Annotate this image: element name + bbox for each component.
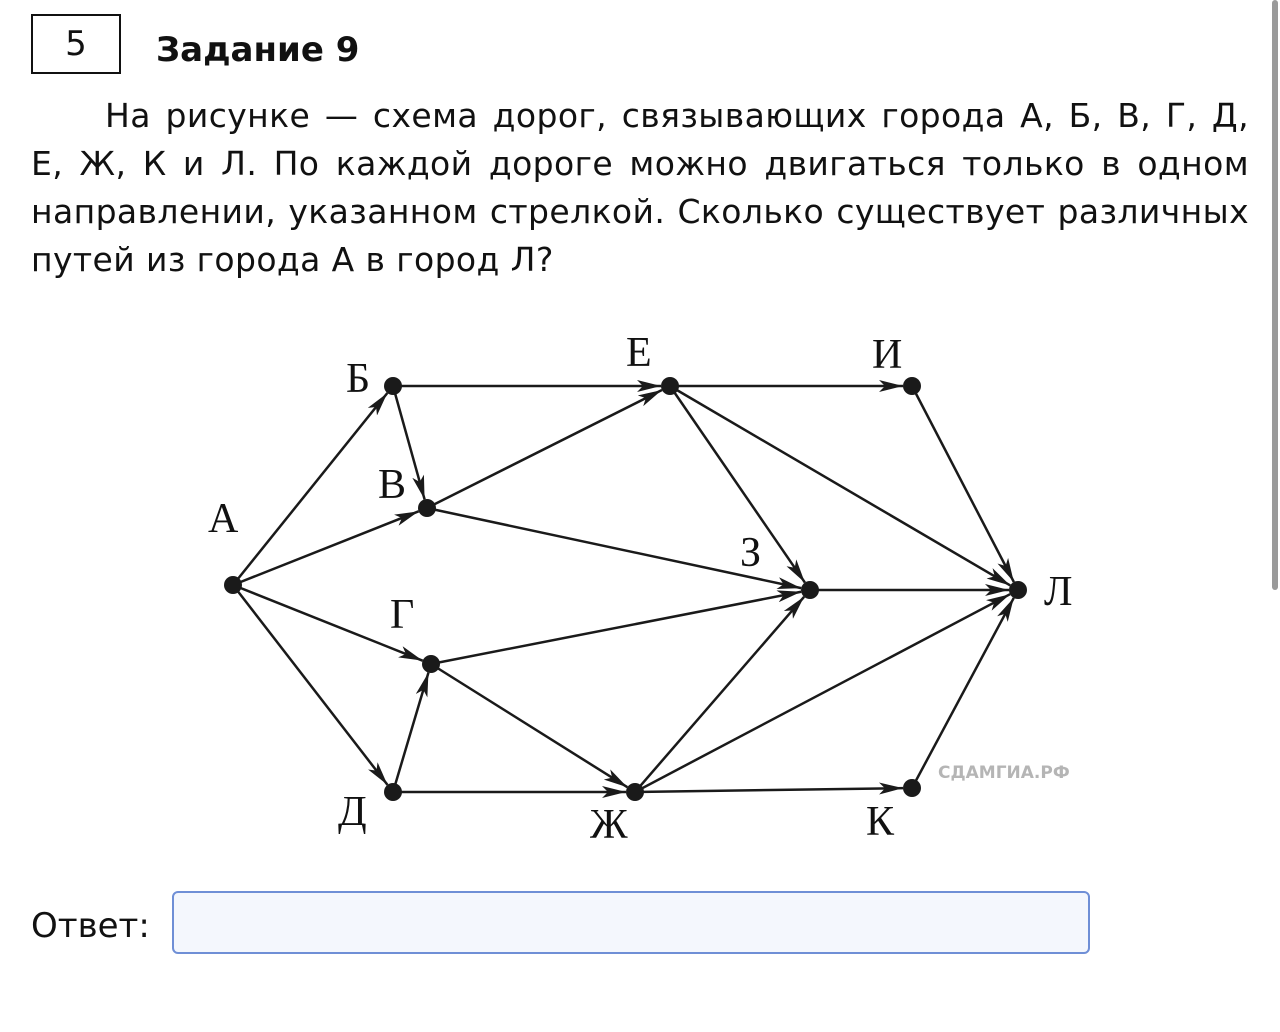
task-number-box [31,14,121,74]
city-node-i [903,377,921,395]
road-G-Zh [431,664,627,787]
road-V-E [427,390,662,508]
city-label-b: Б [346,356,371,402]
city-label-l: Л [1044,569,1073,615]
city-node-z [801,581,819,599]
road-E-L [670,386,1010,585]
city-node-v [418,499,436,517]
road-Zh-Z [635,597,804,792]
city-node-g [422,655,440,673]
road-Zh-K [635,788,903,792]
city-node-a [224,576,242,594]
city-label-z: З [740,530,762,576]
road-K-L [912,598,1014,788]
city-node-e [661,377,679,395]
city-node-zh [626,783,644,801]
diagram-watermark: СДАМГИА.РФ [938,763,1070,783]
city-label-v: В [378,462,407,508]
answer-label: Ответ: [31,906,150,946]
road-diagram [150,310,1110,870]
city-node-k [903,779,921,797]
city-label-e: Е [626,330,652,376]
road-A-V [233,511,419,585]
city-node-b [384,377,402,395]
city-label-d: Д [338,789,367,835]
road-D-G [393,673,428,792]
task-text: На рисунке — схема дорог, связывающих города А, Б, В, Г, Д, Е, Ж, К и Л. По каждой дороге можно двигаться только в одном направлении, указанном стрелкой. Сколько существует различных путей из города А в город Л? [31,96,1249,279]
city-node-d [384,783,402,801]
city-label-k: К [866,799,895,845]
task-title: Задание 9 [156,30,360,70]
road-A-B [233,393,387,585]
task-number: 5 [65,24,87,64]
road-I-L [912,386,1014,582]
scrollbar[interactable] [1272,0,1278,590]
road-G-Z [431,592,801,664]
city-label-g: Г [390,592,415,638]
answer-input[interactable] [172,891,1090,954]
road-E-Z [670,386,805,583]
city-label-a: А [208,496,239,542]
city-label-i: И [872,332,903,378]
city-node-l [1009,581,1027,599]
city-label-zh: Ж [590,802,628,848]
